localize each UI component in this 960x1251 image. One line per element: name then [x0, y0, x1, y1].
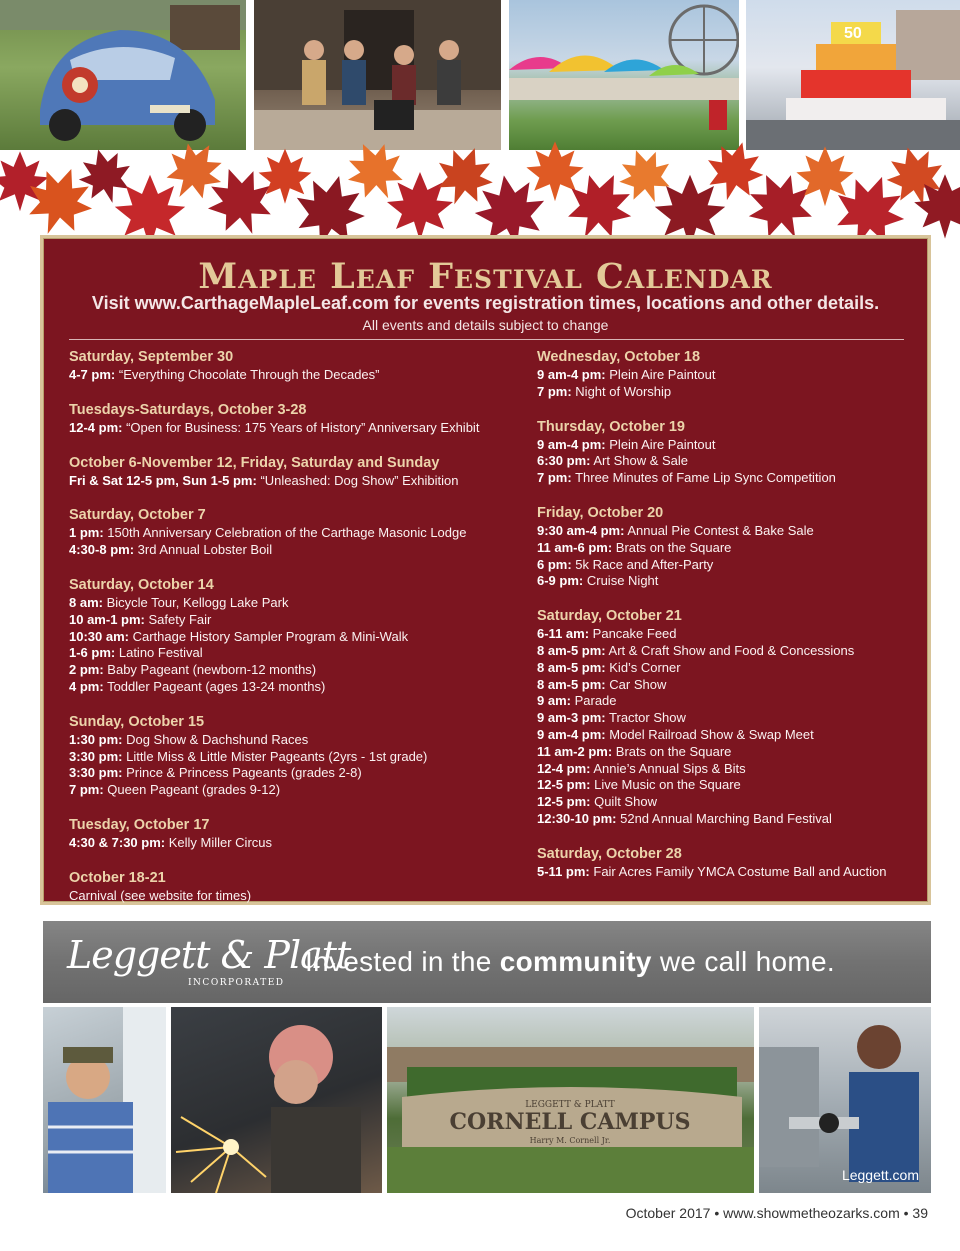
event-time: 11 am-2 pm: — [537, 743, 613, 759]
day-block — [69, 576, 509, 696]
event-line — [537, 761, 917, 778]
day-block — [69, 713, 509, 799]
day-heading: Tuesdays-Saturdays, October 3-28 — [69, 401, 307, 418]
event-description: Pancake Feed — [592, 626, 677, 642]
event-time: 8 am-5 pm: — [537, 659, 606, 675]
vintage-car-photo — [0, 0, 246, 150]
event-line — [69, 732, 509, 749]
cornell-campus-sign-photo — [387, 1007, 754, 1193]
event-line — [69, 420, 509, 437]
event-description: Tractor Show — [609, 710, 686, 726]
event-line — [537, 744, 917, 761]
event-time: 2 pm: — [69, 662, 104, 678]
event-description: 3rd Annual Lobster Boil — [137, 542, 273, 558]
event-description: Parade — [574, 693, 617, 709]
event-time: 12-5 pm: — [537, 777, 591, 793]
event-time: 9 am-4 pm: — [537, 436, 606, 452]
event-time: 10 am-1 pm: — [69, 611, 145, 627]
factory-worker-photo — [43, 1007, 166, 1193]
event-time: 9 am-3 pm: — [537, 710, 606, 726]
event-line — [537, 367, 917, 384]
event-time: 4-7 pm: — [69, 367, 116, 382]
event-time: 4:30-8 pm: — [69, 542, 135, 558]
event-line — [69, 525, 509, 542]
event-time: 3:30 pm: — [69, 748, 123, 764]
event-line — [537, 693, 917, 710]
event-description: Kid’s Corner — [609, 659, 681, 675]
event-description: Little Miss & Little Mister Pageants (2yrs - 1st grade) — [126, 748, 428, 764]
calendar-left-column — [69, 348, 509, 922]
event-line — [537, 643, 917, 660]
day-block — [69, 348, 509, 384]
event-time: 6-9 pm: — [537, 573, 584, 589]
day-heading: Saturday, October 21 — [537, 608, 682, 625]
event-line — [537, 710, 917, 727]
day-heading: October 6-November 12, Friday, Saturday and Sunday — [69, 454, 440, 471]
event-time: 4:30 & 7:30 pm: — [69, 834, 166, 850]
event-time: 6 pm: — [537, 556, 572, 572]
day-block — [69, 506, 509, 559]
event-time: 8 am-5 pm: — [537, 676, 606, 692]
event-time: 11 am-6 pm: — [537, 539, 613, 555]
day-block — [69, 401, 509, 437]
day-block — [537, 845, 917, 881]
day-heading: Wednesday, October 18 — [537, 349, 701, 365]
sign-line3: Harry M. Cornell Jr. — [529, 1136, 611, 1145]
event-description: Car Show — [609, 676, 667, 692]
day-heading: Thursday, October 19 — [537, 418, 685, 435]
welder-sparks-photo — [171, 1007, 382, 1193]
event-description: Brats on the Square — [615, 539, 732, 555]
event-description: Cruise Night — [586, 573, 659, 589]
event-time: 10:30 am: — [69, 628, 129, 644]
event-description: Annual Pie Contest & Bake Sale — [627, 522, 814, 538]
event-description: Latino Festival — [118, 645, 203, 661]
calendar-divider — [69, 339, 904, 340]
event-description: Safety Fair — [148, 611, 212, 627]
event-description: “Unleashed: Dog Show” Exhibition — [260, 472, 459, 488]
calendar-title: Maple Leaf Festival Calendar — [198, 256, 773, 297]
event-description: Plein Aire Paintout — [609, 367, 716, 382]
event-description: Fair Acres Family YMCA Costume Ball and Auction — [593, 863, 887, 879]
event-description: Carthage History Sampler Program & Mini-Walk — [132, 628, 409, 644]
event-line — [69, 888, 509, 905]
event-line — [69, 595, 509, 612]
event-line — [69, 629, 509, 646]
event-time: 12-4 pm: — [69, 419, 123, 435]
event-line — [537, 777, 917, 794]
sponsor-logo: Leggett & Platt — [67, 933, 351, 977]
event-line — [537, 660, 917, 677]
event-description: Annie’s Annual Sips & Bits — [593, 760, 746, 776]
page-footer: October 2017 • www.showmetheozarks.com • 39 — [625, 1205, 928, 1221]
event-description: Plein Aire Paintout — [609, 436, 716, 452]
event-line — [537, 453, 917, 470]
day-block — [537, 504, 917, 590]
event-time: 5-11 pm: — [537, 863, 590, 879]
event-time: 7 pm: — [537, 383, 572, 399]
day-block — [537, 607, 917, 828]
machinist-photo — [759, 1007, 931, 1193]
event-time: 9:30 am-4 pm: — [537, 522, 625, 538]
event-time: 1:30 pm: — [69, 731, 123, 747]
event-time: 1 pm: — [69, 525, 104, 541]
event-description: Kelly Miller Circus — [168, 834, 273, 850]
day-heading: Saturday, October 28 — [537, 845, 682, 862]
event-description: “Everything Chocolate Through the Decades” — [118, 367, 380, 382]
event-description: 52nd Annual Marching Band Festival — [620, 810, 832, 826]
anniversary-cake-float-photo — [746, 0, 960, 150]
day-block — [69, 869, 509, 905]
tagline-bold: community — [499, 946, 652, 977]
event-description: Dog Show & Dachshund Races — [126, 731, 309, 747]
event-line — [537, 384, 917, 401]
event-time: 9 am-4 pm: — [537, 367, 606, 382]
event-time: 7 pm: — [69, 782, 104, 798]
event-line — [537, 727, 917, 744]
bottom-photo-strip — [43, 1007, 931, 1193]
event-description: Baby Pageant (newborn-12 months) — [107, 662, 317, 678]
event-line — [69, 473, 509, 490]
event-time: 12-4 pm: — [537, 760, 591, 776]
event-description: Art Show & Sale — [593, 453, 689, 469]
day-block — [69, 454, 509, 490]
event-line — [69, 679, 509, 696]
event-line — [537, 811, 917, 828]
event-line — [537, 864, 917, 881]
event-line — [69, 612, 509, 629]
sponsor-logo-subtitle: INCORPORATED — [188, 978, 285, 988]
event-line — [537, 794, 917, 811]
event-time: 12-5 pm: — [537, 794, 591, 810]
event-time: 6:30 pm: — [537, 453, 591, 469]
sign-line1: LEGGETT & PLATT — [525, 1100, 615, 1110]
event-line — [69, 835, 509, 852]
day-heading: Saturday, September 30 — [69, 349, 234, 365]
event-line — [537, 437, 917, 454]
event-description: Model Railroad Show & Swap Meet — [609, 726, 814, 742]
event-description: 150th Anniversary Celebration of the Carthage Masonic Lodge — [107, 525, 467, 541]
event-line — [69, 782, 509, 799]
calendar-disclaimer: All events and details subject to change — [362, 317, 609, 333]
event-line — [69, 367, 509, 384]
event-line — [69, 749, 509, 766]
event-line — [537, 626, 917, 643]
tagline-pre: Invested in the — [305, 946, 492, 977]
event-description: Toddler Pageant (ages 13-24 months) — [107, 678, 326, 694]
carnival-rides-photo — [509, 0, 739, 150]
event-time: 8 am: — [69, 594, 103, 610]
day-block — [69, 816, 509, 852]
event-line — [69, 645, 509, 662]
event-description: Live Music on the Square — [594, 777, 741, 793]
event-line — [537, 573, 917, 590]
day-heading: October 18-21 — [69, 869, 166, 886]
day-block — [537, 418, 917, 487]
tagline-post: we call home. — [659, 946, 835, 977]
event-description: Art & Craft Show and Food & Concessions — [608, 642, 855, 658]
event-description: Night of Worship — [575, 383, 672, 399]
top-photo-strip — [0, 0, 960, 150]
sponsor-tagline — [305, 946, 835, 978]
event-time: 7 pm: — [537, 470, 572, 486]
event-description: Prince & Princess Pageants (grades 2-8) — [126, 765, 362, 781]
event-line — [69, 765, 509, 782]
event-time: 9 am: — [537, 693, 571, 709]
cake-number: 50 — [844, 25, 862, 42]
calendar-right-column — [537, 348, 917, 898]
event-description: Bicycle Tour, Kellogg Lake Park — [106, 594, 289, 610]
event-line — [537, 470, 917, 487]
event-line — [537, 557, 917, 574]
day-heading: Sunday, October 15 — [69, 713, 205, 730]
sponsor-website-label: Leggett.com — [841, 1167, 919, 1183]
event-time: 3:30 pm: — [69, 765, 123, 781]
event-line — [537, 540, 917, 557]
event-time: Fri & Sat 12-5 pm, Sun 1-5 pm: — [69, 472, 257, 488]
day-heading: Friday, October 20 — [537, 504, 664, 521]
event-line — [69, 542, 509, 559]
sign-line2: CORNELL CAMPUS — [449, 1109, 691, 1135]
event-time: 8 am-5 pm: — [537, 642, 606, 658]
day-heading: Saturday, October 14 — [69, 576, 214, 593]
event-line — [69, 662, 509, 679]
event-description: 5k Race and After-Party — [575, 556, 714, 572]
event-time: 4 pm: — [69, 678, 104, 694]
event-description: Brats on the Square — [615, 743, 732, 759]
event-line — [537, 523, 917, 540]
day-heading: Tuesday, October 17 — [69, 816, 210, 833]
event-description: Quilt Show — [594, 794, 657, 810]
event-time: 6-11 am: — [537, 626, 590, 642]
calendar-subtitle: Visit www.CarthageMapleLeaf.com for events registration times, locations and other details. — [91, 293, 880, 313]
event-description: Carnival (see website for times) — [69, 887, 252, 903]
event-description: “Open for Business: 175 Years of History” Anniversary Exhibit — [126, 419, 480, 435]
event-description: Queen Pageant (grades 9-12) — [107, 782, 281, 798]
day-block — [537, 348, 917, 401]
festival-calendar-panel — [40, 235, 931, 905]
event-time: 12:30-10 pm: — [537, 810, 617, 826]
event-time: 9 am-4 pm: — [537, 726, 606, 742]
event-time: 1-6 pm: — [69, 645, 116, 661]
bluegrass-band-photo — [254, 0, 501, 150]
sponsor-banner — [43, 921, 931, 1003]
event-line — [537, 677, 917, 694]
event-description: Three Minutes of Fame Lip Sync Competition — [575, 470, 836, 486]
day-heading: Saturday, October 7 — [69, 507, 206, 524]
